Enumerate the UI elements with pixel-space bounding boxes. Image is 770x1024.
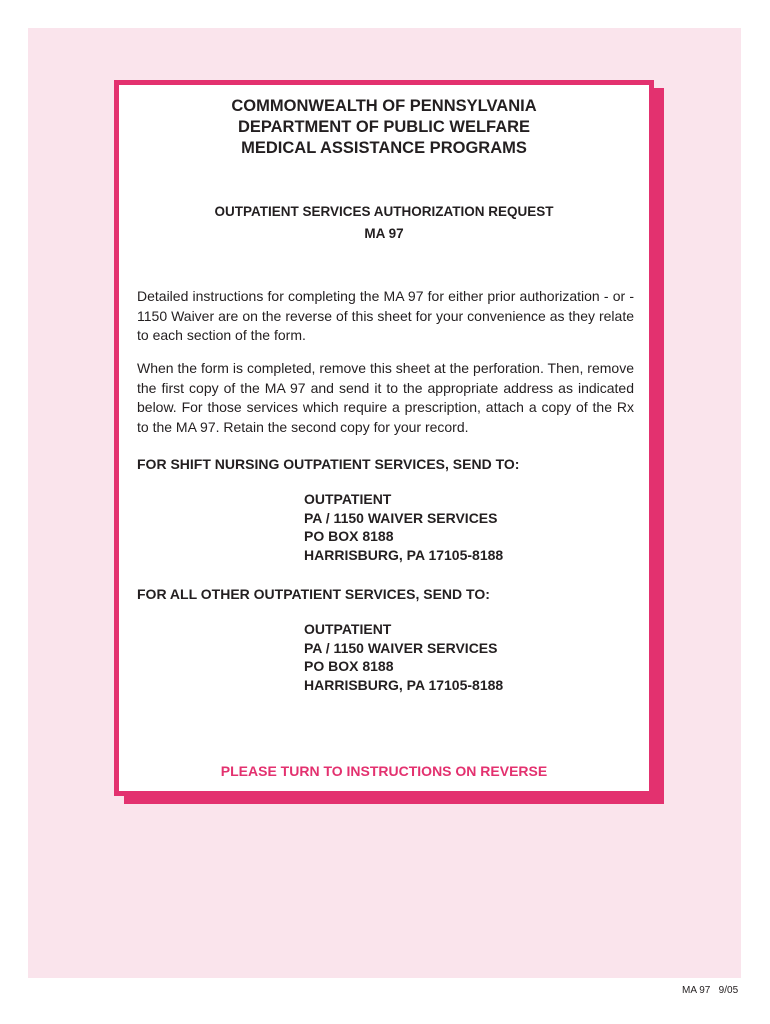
instructions-paragraph-2: When the form is completed, remove this sheet at the perforation. Then, remove the first copy of the MA 97 and send it to the appropriate address as indicated below. For those services which require a prescription, attach a copy of the Rx to the MA 97. Retain the second copy for your record.	[137, 360, 634, 435]
shift-nursing-address	[304, 490, 503, 564]
agency-heading-line-1: COMMONWEALTH OF PENNSYLVANIA	[231, 97, 537, 115]
instruction-panel	[119, 85, 649, 791]
form-revision-id: MA 97 9/05	[682, 985, 739, 996]
agency-heading-line-2: DEPARTMENT OF PUBLIC WELFARE	[237, 118, 531, 136]
address-line: PO BOX 8188	[304, 528, 394, 544]
form-code: MA 97	[364, 226, 404, 241]
form-title-block	[119, 201, 649, 245]
form-title: OUTPATIENT SERVICES AUTHORIZATION REQUEST	[214, 204, 554, 219]
other-services-label: FOR ALL OTHER OUTPATIENT SERVICES, SEND TO:	[137, 586, 490, 602]
agency-heading	[119, 96, 649, 159]
turn-over-note: PLEASE TURN TO INSTRUCTIONS ON REVERSE	[220, 763, 548, 779]
other-services-address	[304, 620, 503, 694]
instructions-paragraph-1: Detailed instructions for completing the MA 97 for either prior authorization - or - 1150 Waiver are on the reverse of this sheet for your convenience as they relate to each section of the form.	[137, 288, 634, 343]
agency-heading-line-3: MEDICAL ASSISTANCE PROGRAMS	[241, 139, 527, 157]
address-line: OUTPATIENT	[304, 491, 392, 507]
address-line: HARRISBURG, PA 17105-8188	[304, 676, 504, 693]
address-line: PA / 1150 WAIVER SERVICES	[304, 639, 498, 656]
address-line: PO BOX 8188	[304, 658, 394, 674]
shift-nursing-label: FOR SHIFT NURSING OUTPATIENT SERVICES, SEND TO:	[137, 456, 520, 472]
instruction-frame	[114, 80, 654, 796]
address-line: OUTPATIENT	[304, 621, 392, 637]
address-line: PA / 1150 WAIVER SERVICES	[304, 509, 498, 526]
address-line: HARRISBURG, PA 17105-8188	[304, 546, 504, 563]
